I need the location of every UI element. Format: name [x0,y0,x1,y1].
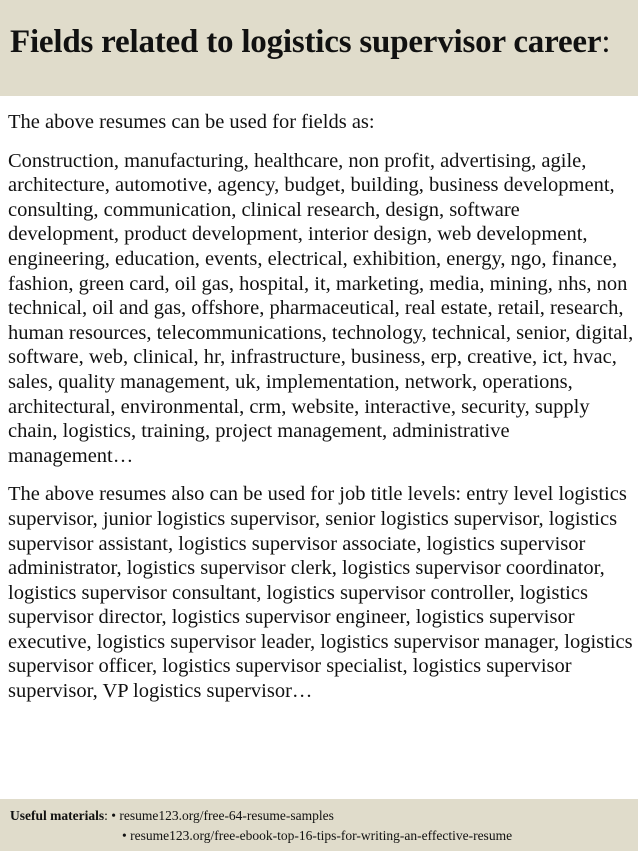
page-title-colon: : [601,24,611,60]
page-title [10,24,610,61]
job-levels-paragraph: The above resumes also can be used for job title levels: entry level logistics supervisor, junior logistics supervisor, senior logistics supervisor, logistics supervisor assistant, logistics supervisor associate, logistics supervisor administrator, logistics supervisor clerk, logistics supervisor coordinator, logistics supervisor consultant, logistics supervisor controller, logistics supervisor director, logistics supervisor engineer, logistics supervisor executive, logistics supervisor leader, logistics supervisor manager, logistics supervisor officer, logistics supervisor specialist, logistics supervisor supervisor, VP logistics supervisor… [8,483,633,703]
footer-row-first [10,806,512,826]
main-content [8,110,634,704]
footer-link-ebook-tips[interactable]: • resume123.org/free-ebook-top-16-tips-for-writing-an-effective-resume [122,828,513,843]
useful-materials-separator: : [104,808,112,823]
useful-materials-label: Useful materials [10,808,105,823]
intro-text: The above resumes can be used for fields as: [8,111,375,133]
footer-link-resume-samples[interactable]: • resume123.org/free-64-resume-samples [111,808,334,823]
useful-materials-footer [10,806,512,846]
fields-paragraph: Construction, manufacturing, healthcare, non profit, advertising, agile, architecture, automotive, agency, budget, building, business development, consulting, communication, clinical research, design, software development, product development, interior design, web development, engineering, education, events, electrical, exhibition, energy, ngo, finance, fashion, green card, oil gas, hospital, it, marketing, media, mining, nhs, non technical, oil and gas, offshore, pharmaceutical, real estate, retail, research, human resources, telecommunications, technology, technical, senior, digital, software, web, clinical, hr, infrastructure, business, erp, creative, ict, hvac, sales, quality management, uk, implementation, network, operations, architectural, environmental, crm, website, interactive, security, supply chain, logistics, training, project management, administrative management… [8,149,634,467]
footer-row-second [10,826,512,846]
page-title-text: Fields related to logistics supervisor career [10,24,602,60]
